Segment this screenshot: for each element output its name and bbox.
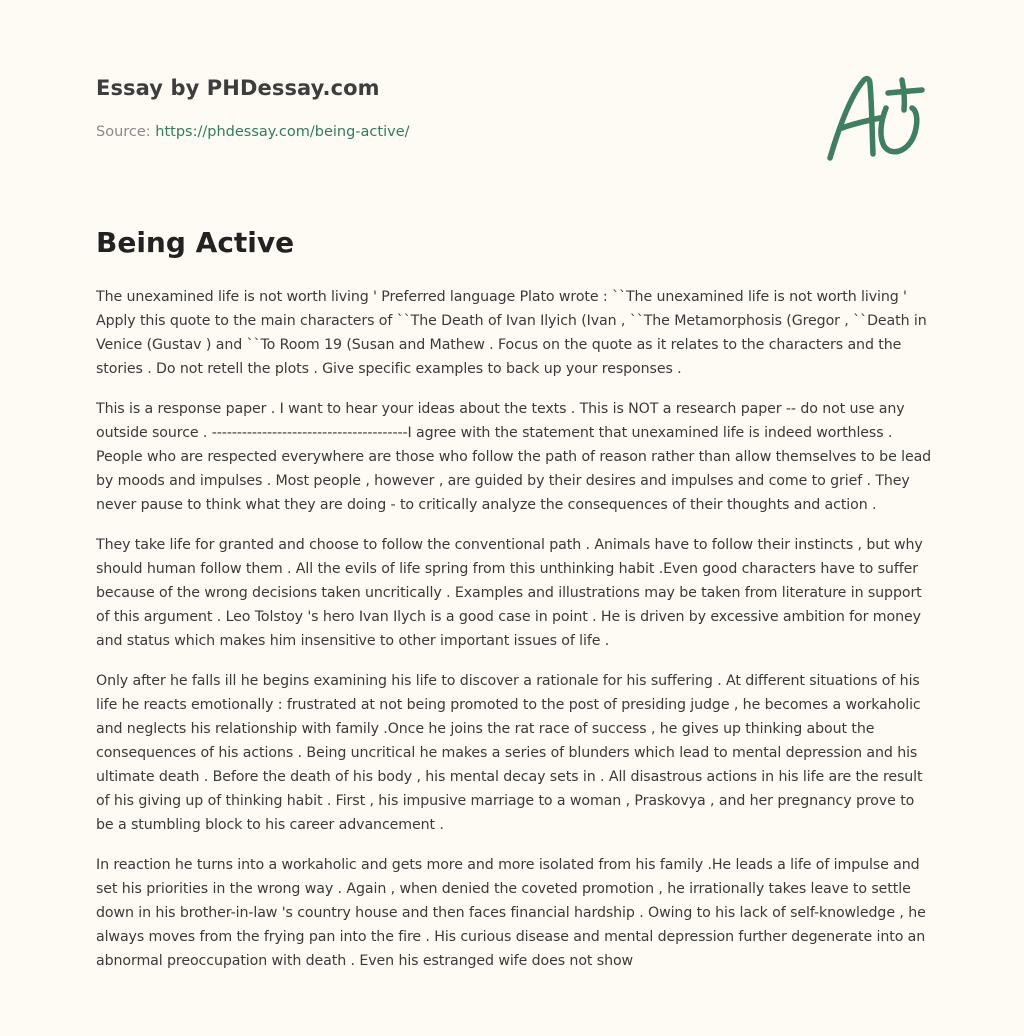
- essay-paragraph: The unexamined life is not worth living ' Preferred language Plato wrote : ``The unexamined life is not worth living ' Apply this quote to the main characters of ``The Death of Ivan Ilyich (Ivan , ``The Metamorphosis (Gregor , ``Death in Venice (Gustav ) and ``To Room 19 (Susan and Mathew . Focus on the quote as it relates to the characters and the stories . Do not retell the plots . Give specific examples to back up your responses .: [96, 289, 927, 377]
- source-label: Source:: [96, 124, 156, 140]
- essay-title: Being Active: [96, 226, 295, 259]
- essay-paragraph: They take life for granted and choose to follow the conventional path . Animals have to follow their instincts , but why should human follow them . All the evils of life spring from this unthinking habit .Even good characters have to suffer because of the wrong decisions taken uncritically . Examples and illustrations may be taken from literature in support of this argument . Leo Tolstoy 's hero Ivan Ilych is a good case in point . He is driven by excessive ambition for money and status which makes him insensitive to other important issues of life .: [96, 537, 923, 649]
- essay-paragraph: In reaction he turns into a workaholic and gets more and more isolated from his family .He leads a life of impulse and set his priorities in the wrong way . Again , when denied the coveted promotion , he irrationally takes leave to settle down in his brother-in-law 's country house and then faces financial hardship . Owing to his lack of self-knowledge , he always moves from the frying pan into the fire . His curious disease and mental depression further degenerate into an abnormal preoccupation with death . Even his estranged wife does not show: [96, 857, 926, 969]
- source-link[interactable]: https://phdessay.com/being-active/: [155, 124, 410, 140]
- brand-title: Essay by PHDessay.com: [96, 76, 380, 100]
- essay-paragraph: Only after he falls ill he begins examining his life to discover a rationale for his suffering . At different situations of his life he reacts emotionally : frustrated at not being promoted to the post of presiding judge , he becomes a workaholic and neglects his relationship with family .Once he joins the rat race of success , he gives up thinking about the consequences of his actions . Being uncritical he makes a series of blunders which lead to mental depression and his ultimate death . Before the death of his body , his mental decay sets in . All disastrous actions in his life are the result of his giving up of thinking habit . First , his impusive marriage to a woman , Praskovya , and her pregnancy prove to be a stumbling block to his career advancement .: [96, 673, 923, 833]
- essay-body: [96, 285, 932, 989]
- source-line: [96, 124, 410, 140]
- essay-paragraph: This is a response paper . I want to hear your ideas about the texts . This is NOT a research paper -- do not use any outside source . ---------------------------------------I agree with the statement that unexamined life is indeed worthless . People who are respected everywhere are those who follow the path of reason rather than allow themselves to be lead by moods and impulses . Most people , however , are guided by their desires and impulses and come to grief . They never pause to think what they are doing - to critically analyze the consequences of their thoughts and action .: [96, 401, 932, 513]
- a-plus-logo-icon: [820, 66, 930, 166]
